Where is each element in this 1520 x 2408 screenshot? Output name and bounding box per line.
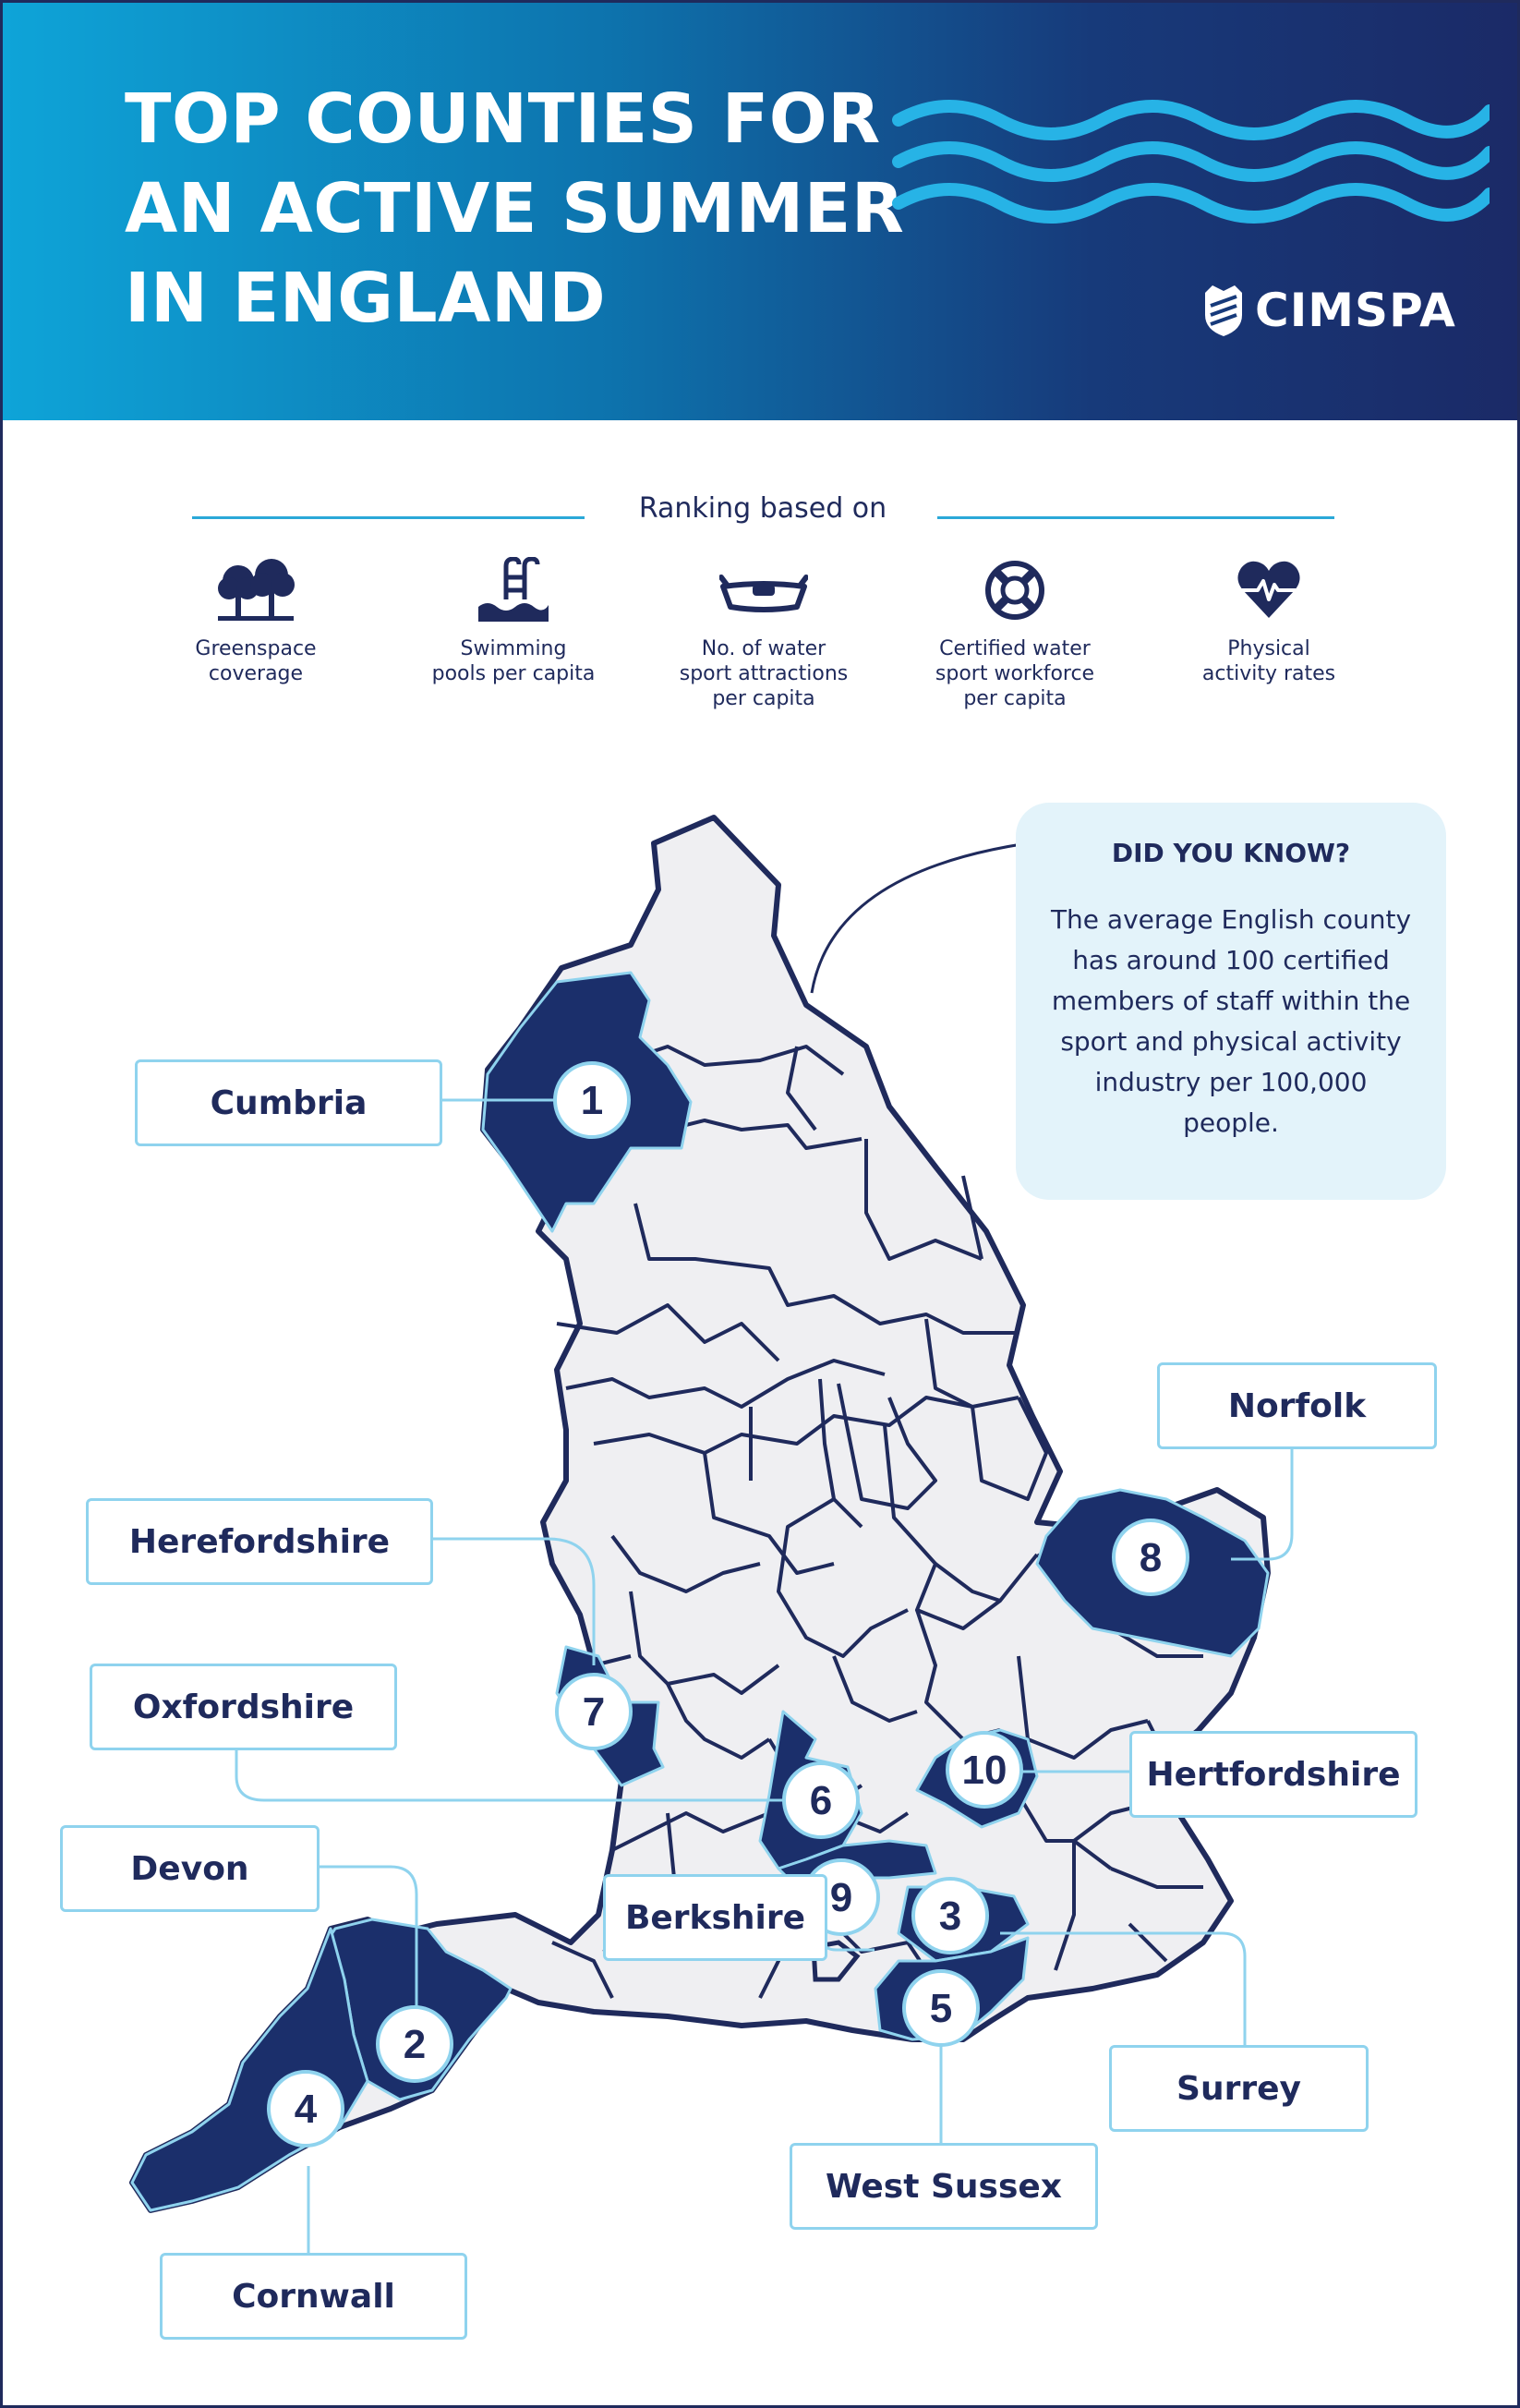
criterion-label: coverage <box>208 662 304 685</box>
rank-number: 5 <box>929 1986 953 2031</box>
rank-number: 2 <box>403 2022 427 2067</box>
rank-marker-3 <box>913 1879 987 1953</box>
criterion-label: sport workforce <box>935 662 1095 685</box>
label-hertfordshire: Hertfordshire <box>1129 1731 1417 1818</box>
title-line: IN ENGLAND <box>125 259 607 338</box>
rank-marker-8 <box>1114 1520 1188 1594</box>
criterion-label: Greenspace <box>195 637 317 660</box>
rank-marker-10 <box>947 1733 1021 1807</box>
rank-number: 10 <box>961 1748 1007 1793</box>
rank-number: 9 <box>829 1875 853 1920</box>
label-cumbria: Cumbria <box>135 1059 442 1146</box>
ranking-heading: Ranking based on <box>638 492 887 525</box>
rank-number: 8 <box>1139 1535 1163 1580</box>
criterion-label: per capita <box>712 687 815 710</box>
criterion-label: Certified water <box>939 637 1091 660</box>
criterion-label: sport attractions <box>679 662 849 685</box>
rank-number: 7 <box>582 1689 606 1735</box>
rank-marker-7 <box>557 1675 631 1749</box>
criterion-label: pools per capita <box>431 662 596 685</box>
label-norfolk: Norfolk <box>1157 1362 1437 1449</box>
rank-marker-5 <box>904 1971 978 2045</box>
criterion-label: per capita <box>963 687 1067 710</box>
criterion-label: Swimming <box>460 637 567 660</box>
rank-number: 3 <box>938 1894 962 1939</box>
did-you-know-title: DID YOU KNOW? <box>1111 838 1351 868</box>
rank-marker-6 <box>784 1763 858 1837</box>
rank-marker-2 <box>378 2007 452 2081</box>
rank-number: 1 <box>580 1078 604 1123</box>
label-herefordshire: Herefordshire <box>86 1498 433 1585</box>
rank-number: 6 <box>809 1778 833 1823</box>
criterion-label: activity rates <box>1201 662 1336 685</box>
rank-number: 4 <box>294 2087 318 2132</box>
did-you-know-box <box>1016 803 1446 1200</box>
county-cornwall <box>132 1929 368 2210</box>
rank-marker-4 <box>269 2072 343 2146</box>
title-line: TOP COUNTIES FOR <box>125 79 881 159</box>
label-oxfordshire: Oxfordshire <box>90 1664 397 1750</box>
logo-text: CIMSPA <box>1255 284 1456 337</box>
criterion-label: No. of water <box>701 637 826 660</box>
label-devon: Devon <box>60 1825 320 1912</box>
criterion-label: Physical <box>1227 637 1310 660</box>
title-line: AN ACTIVE SUMMER <box>125 169 905 248</box>
rank-marker-1 <box>555 1063 629 1137</box>
label-surrey: Surrey <box>1109 2045 1369 2132</box>
label-west-sussex: West Sussex <box>790 2143 1098 2230</box>
label-berkshire: Berkshire <box>603 1874 827 1961</box>
did-you-know-text: The average English county has around 100 certified members of staff within the sport and physical activity industry per 100,000 people. <box>1050 904 1412 1138</box>
label-cornwall: Cornwall <box>160 2253 467 2340</box>
